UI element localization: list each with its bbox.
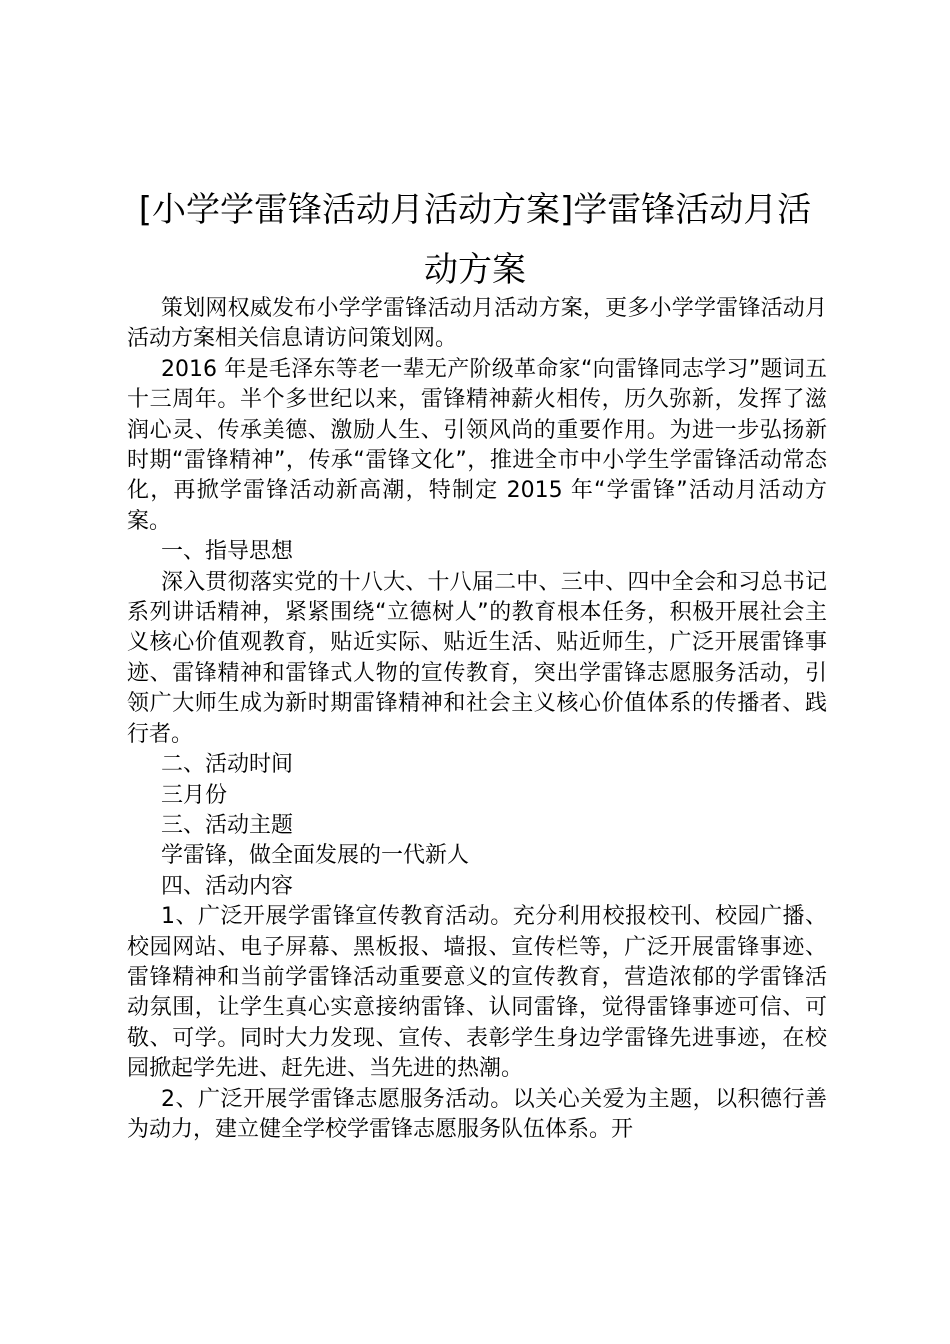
paragraph-guiding-thought: 深入贯彻落实党的十八大、十八届二中、三中、四中全会和习总书记系列讲话精神，紧紧围绕“立德树人”的教育根本任务，积极开展社会主义核心价值观教育，贴近实际、贴近生活、贴近师生，广泛开展雷锋事迹、雷锋精神和雷锋式人物的宣传教育，突出学雷锋志愿服务活动，引领广大师生成为新时期雷锋精神和社会主义核心价值体系的传播者、践行者。 — [127, 569, 827, 747]
paragraph-activity-theme: 学雷锋，做全面发展的一代新人 — [161, 843, 470, 869]
document-title — [100, 180, 850, 300]
section-heading-activity-content: 四、活动内容 — [161, 873, 294, 899]
paragraph-content-item-1: 1、广泛开展学雷锋宣传教育活动。充分利用校报校刊、校园广播、校园网站、电子屏幕、黑板报、墙报、宣传栏等，广泛开展雷锋事迹、雷锋精神和当前学雷锋活动重要意义的宣传教育，营造浓郁的学雷锋活动氛围，让学生真心实意接纳雷锋、认同雷锋，觉得雷锋事迹可信、可敬、可学。同时大力发现、宣传、表彰学生身边学雷锋先进事迹，在校园掀起学先进、赶先进、当先进的热潮。 — [127, 904, 827, 1082]
title-line-1: [小学学雷锋活动月活动方案]学雷锋活动月活 — [138, 190, 812, 230]
section-heading-guiding-thought: 一、指导思想 — [161, 539, 294, 565]
document-body — [127, 294, 827, 1145]
paragraph-content-item-2: 2、广泛开展学雷锋志愿服务活动。以关心关爱为主题，以积德行善为动力，建立健全学校学雷锋志愿服务队伍体系。开 — [127, 1086, 827, 1142]
paragraph-intro: 策划网权威发布小学学雷锋活动月活动方案，更多小学学雷锋活动月活动方案相关信息请访问策划网。 — [127, 296, 827, 352]
section-heading-activity-time: 二、活动时间 — [161, 752, 294, 778]
paragraph-activity-time: 三月份 — [161, 782, 228, 808]
title-line-2: 动方案 — [424, 250, 526, 290]
section-heading-activity-theme: 三、活动主题 — [161, 812, 294, 838]
paragraph-background: 2016 年是毛泽东等老一辈无产阶级革命家“向雷锋同志学习”题词五十三周年。半个多世纪以来，雷锋精神薪火相传，历久弥新，发挥了滋润心灵、传承美德、激励人生、引领风尚的重要作用。为进一步弘扬新时期“雷锋精神”，传承“雷锋文化”，推进全市中小学生学雷锋活动常态化，再掀学雷锋活动新高潮，特制定 2015 年“学雷锋”活动月活动方案。 — [127, 356, 827, 534]
